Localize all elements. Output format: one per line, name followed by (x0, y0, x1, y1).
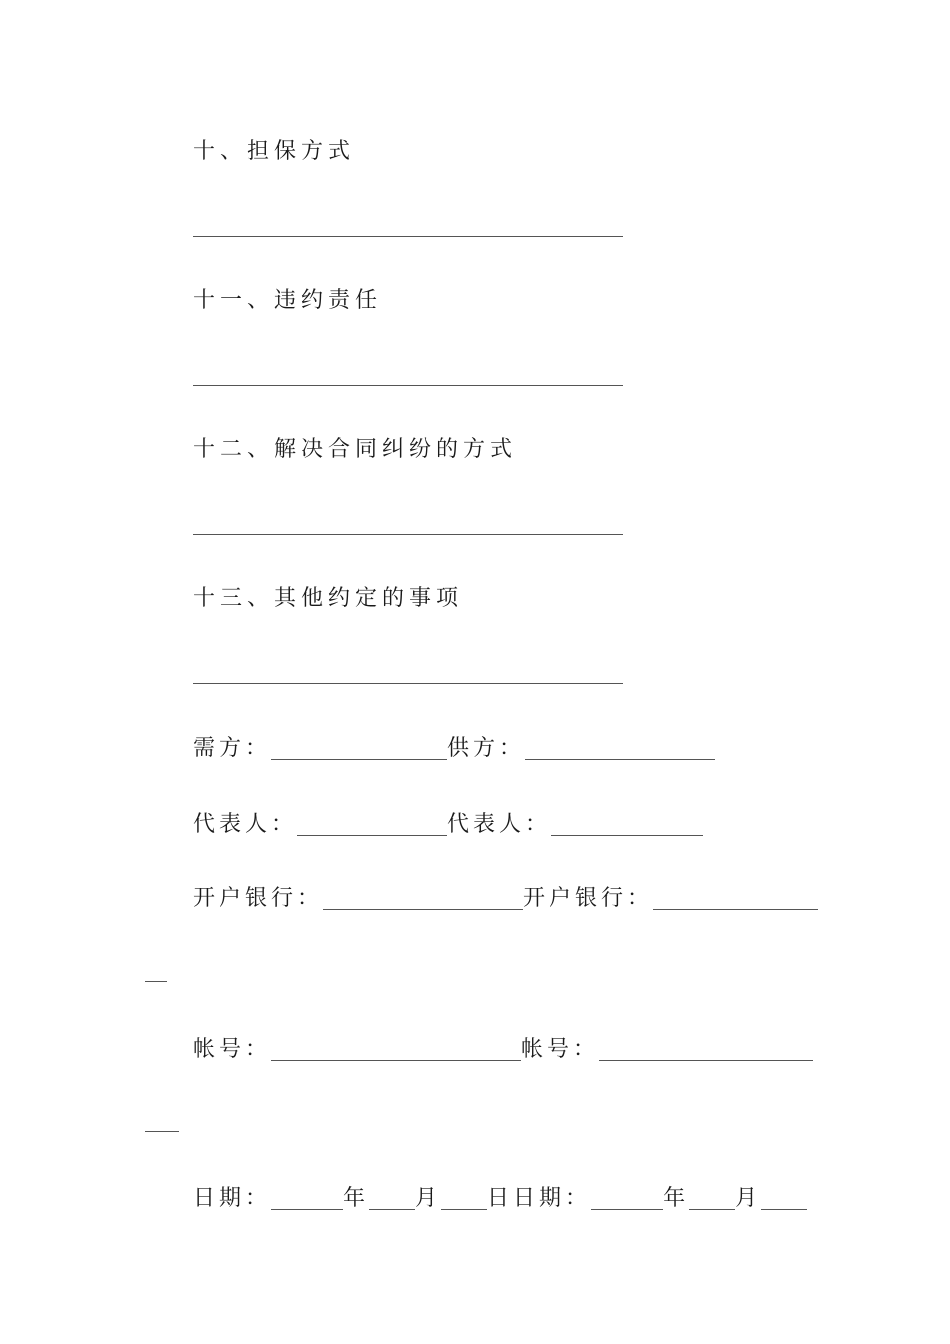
section-13-heading: 十三、其他约定的事项 (193, 586, 464, 611)
seller-account-field[interactable] (599, 1054, 813, 1061)
bank-field-continuation (145, 981, 167, 982)
buyer-account-label: 帐号： (193, 1037, 272, 1062)
buyer-day-field[interactable] (441, 1203, 487, 1210)
date-row (193, 1182, 807, 1214)
party-row (193, 732, 715, 764)
buyer-bank-field[interactable] (323, 903, 523, 910)
representative-row (193, 808, 703, 840)
seller-account-label: 帐号： (521, 1037, 600, 1062)
seller-field[interactable] (525, 753, 715, 760)
buyer-bank-label: 开户银行： (193, 886, 324, 911)
seller-rep-field[interactable] (551, 829, 703, 836)
seller-rep-label: 代表人： (447, 812, 552, 837)
account-row (193, 1033, 813, 1065)
seller-month-unit: 月 (735, 1186, 762, 1211)
section-11-blank (193, 385, 623, 386)
buyer-month-unit: 月 (415, 1186, 442, 1211)
section-13-blank (193, 683, 623, 684)
section-10-blank (193, 236, 623, 237)
seller-bank-field[interactable] (653, 903, 818, 910)
buyer-label: 需方： (193, 736, 272, 761)
seller-date-label: 日日期： (487, 1186, 592, 1211)
account-field-continuation (145, 1131, 179, 1132)
bank-row (193, 882, 818, 914)
buyer-account-field[interactable] (271, 1054, 521, 1061)
buyer-rep-field[interactable] (297, 829, 447, 836)
buyer-rep-label: 代表人： (193, 812, 298, 837)
seller-year-unit: 年 (663, 1186, 690, 1211)
section-12-heading: 十二、解决合同纠纷的方式 (193, 437, 518, 462)
seller-bank-label: 开户银行： (523, 886, 654, 911)
section-10-heading: 十、担保方式 (193, 139, 356, 164)
buyer-year-unit: 年 (343, 1186, 370, 1211)
section-12-blank (193, 534, 623, 535)
seller-year-field[interactable] (591, 1203, 663, 1210)
seller-month-field[interactable] (689, 1203, 735, 1210)
buyer-month-field[interactable] (369, 1203, 415, 1210)
seller-label: 供方： (447, 736, 526, 761)
seller-day-field[interactable] (761, 1203, 807, 1210)
buyer-year-field[interactable] (271, 1203, 343, 1210)
buyer-field[interactable] (271, 753, 447, 760)
buyer-date-label: 日期： (193, 1186, 272, 1211)
section-11-heading: 十一、违约责任 (193, 288, 383, 313)
